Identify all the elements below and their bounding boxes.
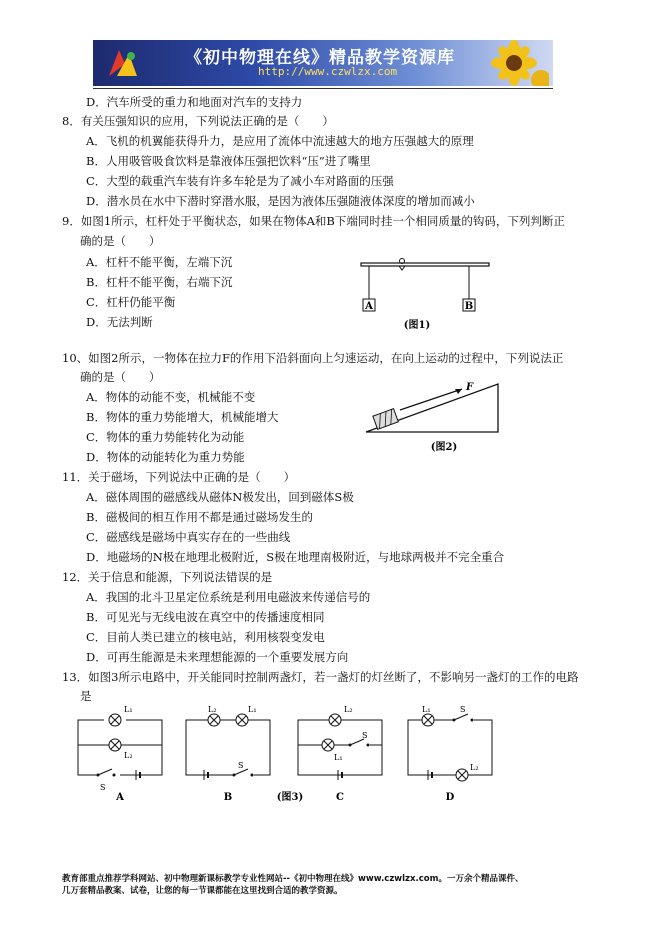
svg-text:L₁: L₁	[334, 753, 343, 762]
q11-option-a: A．磁体周围的磁感线从磁体N极发出，回到磁体S极	[86, 490, 354, 504]
q12-option-b: B．可见光与无线电波在真空中的传播速度相同	[86, 610, 325, 624]
q11-option-b: B．磁极间的相互作用不都是通过磁场发生的	[86, 510, 313, 524]
q10-stem: 10、如图2所示，一物体在拉力F的作用下沿斜面向上匀速运动，在向上运动的过程中，下列说法正	[62, 351, 564, 365]
q9-option-c: C．杠杆仍能平衡	[86, 295, 176, 309]
circuit-a	[78, 705, 162, 803]
q8-stem: 8．有关压强知识的应用，下列说法正确的是（ ）	[62, 114, 334, 128]
q12-stem: 12．关于信息和能源，下列说法错误的是	[62, 570, 273, 584]
figure-3-caption: (图3)	[276, 792, 304, 803]
q10-option-b: B．物体的重力势能增大，机械能增大	[86, 410, 279, 424]
svg-text:B: B	[223, 792, 233, 803]
sunflower-icon	[469, 40, 549, 86]
header-rule	[93, 88, 553, 89]
svg-text:S: S	[100, 783, 106, 792]
block	[373, 409, 398, 430]
q8-option-b: B．人用吸管吸食饮料是靠液体压强把饮料“压”进了嘴里	[86, 154, 371, 168]
q10-option-c: C．物体的重力势能转化为动能	[86, 430, 245, 444]
block-a-label: A	[365, 301, 373, 312]
svg-text:L₂: L₂	[344, 705, 353, 714]
svg-text:L₁: L₁	[422, 705, 431, 714]
q11-option-d: D．地磁场的N极在地理北极附近，S极在地理南极附近，与地球两极并不完全重合	[86, 550, 505, 564]
footer	[62, 873, 523, 897]
q9-stem: 9．如图1所示，杠杆处于平衡状态，如果在物体A和B下端同时挂一个相同质量的钩码，下列判断正	[62, 214, 565, 228]
figure-2-caption: (图2)	[430, 442, 458, 453]
q8-option-d: D．潜水员在水中下潜时穿潜水服，是因为液体压强随液体深度的增加而减小	[86, 194, 475, 208]
figure-1-lever	[355, 250, 495, 335]
svg-text:A: A	[116, 792, 124, 803]
q7-option-d: D．汽车所受的重力和地面对汽车的支持力	[86, 95, 303, 109]
force-label: F	[466, 382, 474, 393]
force-arrow	[400, 389, 462, 410]
q10-option-a: A．物体的动能不变，机械能不变	[86, 390, 256, 404]
q11-stem: 11．关于磁场，下列说法中正确的是（ ）	[62, 470, 296, 484]
svg-text:L₁: L₁	[124, 705, 133, 714]
figure-3-circuits	[70, 704, 510, 804]
footer-line-2: 几万套精品教案、试卷，让您的每一节课都能在这里找到合适的教学资源。	[62, 886, 343, 896]
q13-stem: 13．如图3所示电路中，开关能同时控制两盏灯，若一盏灯的灯丝断了，不影响另一盏灯的工作的电路	[62, 670, 579, 684]
svg-text:S: S	[238, 761, 244, 770]
logo-icon	[105, 46, 141, 80]
q12-option-c: C．目前人类已建立的核电站，利用核裂变发电	[86, 630, 325, 644]
q12-option-a: A．我国的北斗卫星定位系统是利用电磁波来传递信号的	[86, 590, 371, 604]
svg-text:D: D	[445, 792, 455, 803]
q13-stem-cont: 是	[80, 689, 92, 703]
circuit-b	[186, 705, 270, 803]
q11-option-c: C．磁感线是磁场中真实存在的一些曲线	[86, 530, 291, 544]
q10-stem-cont: 确的是（ ）	[80, 370, 161, 384]
svg-text:L₂: L₂	[208, 705, 217, 714]
q9-stem-cont: 确的是（ ）	[80, 234, 161, 248]
lever-bar	[361, 263, 489, 266]
banner-url: http://www.czwlzx.com	[258, 65, 398, 78]
q9-option-a: A．杠杆不能平衡，左端下沉	[86, 255, 233, 269]
q12-option-d: D．可再生能源是未来理想能源的一个重要发展方向	[86, 650, 349, 664]
svg-text:S: S	[460, 705, 466, 714]
q9-option-d: D．无法判断	[86, 315, 153, 329]
footer-line-1: 教育部重点推荐学科网站、初中物理新课标教学专业性网站--《初中物理在线》www.czwlzx.com。一万余个精品课件、	[62, 874, 524, 884]
q10-option-d: D．物体的动能转化为重力势能	[86, 450, 245, 464]
svg-text:S: S	[362, 731, 368, 740]
svg-text:C: C	[336, 792, 344, 803]
block-b-label: B	[464, 301, 474, 312]
header-banner	[93, 40, 553, 86]
svg-text:L₂: L₂	[124, 751, 133, 760]
svg-text:L₂: L₂	[470, 763, 479, 772]
banner-title: 《初中物理在线》精品教学资源库	[185, 48, 455, 68]
figure-2-incline	[362, 380, 502, 455]
q9-option-b: B．杠杆不能平衡，右端下沉	[86, 275, 233, 289]
q8-option-c: C．大型的载重汽车装有许多车轮是为了减小车对路面的压强	[86, 174, 394, 188]
circuit-c	[298, 705, 382, 803]
circuit-d	[408, 705, 492, 803]
svg-text:L₁: L₁	[248, 705, 257, 714]
figure-1-caption: (图1)	[403, 320, 431, 331]
q8-option-a: A．飞机的机翼能获得升力，是应用了流体中流速越大的地方压强越大的原理	[86, 134, 474, 148]
